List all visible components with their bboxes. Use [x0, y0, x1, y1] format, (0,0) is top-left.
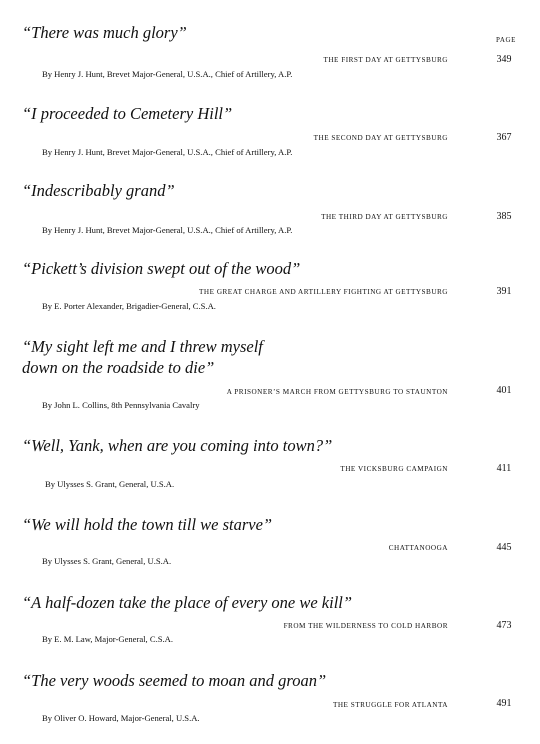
entry-title: “The very woods seemed to moan and groan”	[22, 671, 327, 690]
author-line: By Henry J. Hunt, Brevet Major-General, U.S.A., Chief of Artillery, A.P.	[42, 69, 293, 79]
entry-title: “Pickett’s division swept out of the wood”	[22, 259, 301, 278]
page-number: 385	[496, 211, 512, 222]
chapter-name: CHATTANOOGA	[388, 544, 448, 552]
chapter-name: THE SECOND DAY AT GETTYSBURG	[313, 134, 448, 142]
author-line: By E. M. Law, Major-General, C.S.A.	[42, 634, 174, 644]
author-line: By Ulysses S. Grant, General, U.S.A.	[42, 556, 172, 566]
entry-title: “I proceeded to Cemetery Hill”	[22, 104, 233, 123]
page-number: 473	[496, 620, 512, 631]
entry-title: “My sight left me and I threw myself	[22, 337, 263, 356]
chapter-name: THE THIRD DAY AT GETTYSBURG	[321, 213, 448, 221]
page-number: 401	[496, 385, 512, 396]
page-number: 349	[496, 54, 512, 65]
author-line: By Henry J. Hunt, Brevet Major-General, U.S.A., Chief of Artillery, A.P.	[42, 225, 293, 235]
author-line: By E. Porter Alexander, Brigadier-General, C.S.A.	[42, 301, 216, 311]
entry-title: “There was much glory”	[22, 23, 187, 42]
entry-title: “Well, Yank, when are you coming into town?”	[22, 436, 333, 455]
chapter-name: FROM THE WILDERNESS TO COLD HARBOR	[283, 622, 448, 630]
chapter-name: THE FIRST DAY AT GETTYSBURG	[323, 56, 448, 64]
author-line: By Oliver O. Howard, Major-General, U.S.A.	[42, 713, 200, 723]
author-line: By Henry J. Hunt, Brevet Major-General, U.S.A., Chief of Artillery, A.P.	[42, 147, 293, 157]
chapter-name: THE VICKSBURG CAMPAIGN	[340, 465, 448, 473]
page-number: 367	[496, 132, 512, 143]
chapter-name: THE STRUGGLE FOR ATLANTA	[332, 701, 448, 709]
author-line: By Ulysses S. Grant, General, U.S.A.	[45, 479, 175, 489]
entry-title-line2: down on the roadside to die”	[22, 358, 215, 377]
author-line: By John L. Collins, 8th Pennsylvania Cavalry	[42, 400, 200, 410]
chapter-name: THE GREAT CHARGE AND ARTILLERY FIGHTING AT GETTYSBURG	[199, 288, 448, 296]
chapter-name: A PRISONER’S MARCH FROM GETTYSBURG TO STAUNTON	[226, 388, 448, 396]
page-number: 391	[496, 286, 512, 297]
page-number: 491	[496, 698, 512, 709]
page-number: 445	[496, 542, 512, 553]
entry-title: “A half-dozen take the place of every one we kill”	[22, 593, 353, 612]
page-number: 411	[496, 463, 512, 474]
page-column-label: PAGE	[495, 36, 517, 44]
entry-title: “We will hold the town till we starve”	[22, 515, 273, 534]
entry-title: “Indescribably grand”	[22, 181, 175, 200]
